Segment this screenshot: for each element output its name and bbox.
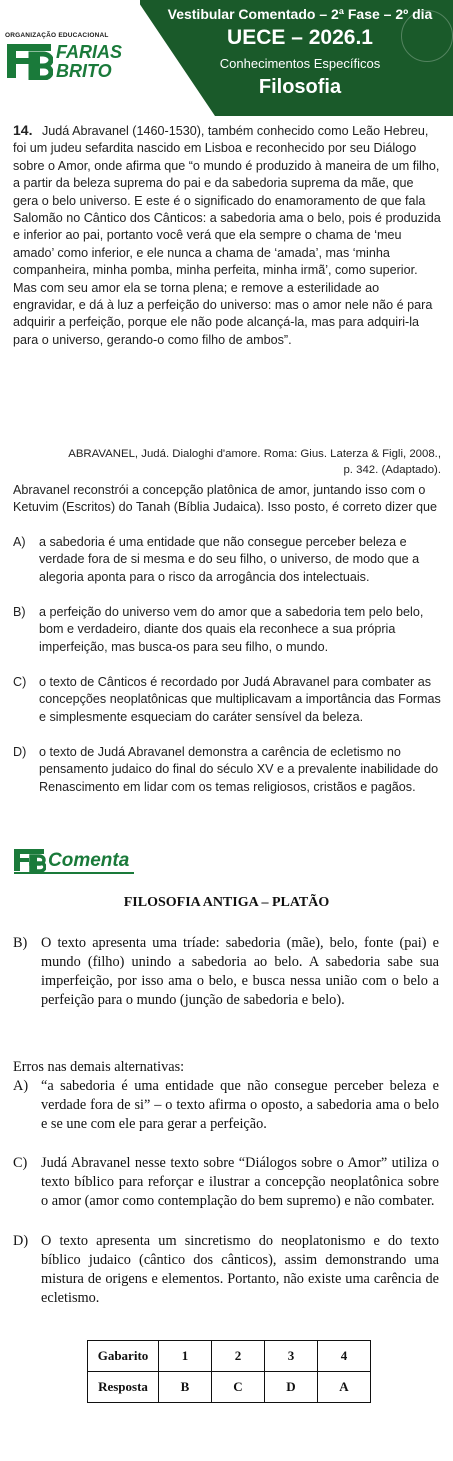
option-d (13, 744, 441, 832)
brand-logo-mark (5, 42, 53, 80)
option-a (13, 534, 441, 604)
comenta-underline (14, 872, 134, 874)
option-b (13, 604, 441, 674)
answer-explanation: O texto apresenta uma tríade: sabedoria (mãe), belo, fonte (pai) e mundo (filho) unindo a sabedoria ao belo. A sabedoria sabe sua imperfeição, por isso ama o belo, e busca nessa união com o belo a perfeição para o mundo (junção de sabedoria e belo). (41, 935, 439, 1008)
logo-org-text: ORGANIZAÇÃO EDUCACIONAL (5, 32, 109, 39)
option-letter: C) (13, 675, 27, 689)
option-text: a perfeição do universo vem do amor que a sabedoria tem pelo belo, bom e verdadeiro, diante dos quais ela reconhece a sua própria imperfeição, mas busca-os para seu filho, o mundo. (39, 605, 424, 654)
question-number: 14. (13, 122, 33, 138)
answer-letter: B) (13, 935, 28, 951)
option-letter: A) (13, 535, 26, 549)
error-text-d: O texto apresenta um sincretismo do neoplatonismo e do texto bíblico judaico (cântico dos cânticos), assim demonstrando uma mistura de origens e elementos. Portanto, não existe uma carência de ecletismo. (41, 1233, 439, 1306)
table-cell: 3 (265, 1341, 318, 1372)
table-cell: A (318, 1372, 371, 1403)
table-cell: B (159, 1372, 212, 1403)
header-exam-title: UECE – 2026.1 (227, 26, 373, 49)
question-body (13, 122, 441, 349)
option-letter: B) (13, 605, 26, 619)
table-row (88, 1372, 371, 1403)
error-letter-d: D) (13, 1233, 29, 1249)
option-letter: D) (13, 745, 27, 759)
table-cell: 1 (159, 1341, 212, 1372)
option-c (13, 674, 441, 744)
option-text: a sabedoria é uma entidade que não consegue perceber beleza e verdade fora de si mesma e do seu filho, o universo, de modo que a alegoria aponta para o risco da arrogância dos intelectuais. (39, 535, 420, 584)
section-title: FILOSOFIA ANTIGA – PLATÃO (123, 895, 330, 910)
table-cell: C (212, 1372, 265, 1403)
option-text: o texto de Judá Abravanel demonstra a carência de ecletismo no pensamento judaico do final do século XV e a prevalente inabilidade do Renascimento em lidar com os temas religiosos, cristãos e pagãos. (39, 745, 439, 794)
table-cell: 4 (318, 1341, 371, 1372)
header-exam-line: Vestibular Comentado – 2ª Fase – 2º dia (167, 6, 433, 22)
error-letter-a: A) (13, 1078, 29, 1094)
table-header-cell: Resposta (88, 1372, 159, 1403)
answer-key-table (87, 1340, 371, 1403)
error-text-a: “a sabedoria é uma entidade que não consegue perceber beleza e verdade fora de si” – o texto afirma o oposto, a sabedoria ama o belo e se une com ele para gerar a perfeição. (41, 1078, 439, 1132)
header-subject-area: Conhecimentos Específicos (219, 56, 381, 71)
comenta-label: Comenta (48, 850, 130, 871)
option-text: o texto de Cânticos é recordado por Judá Abravanel para combater as concepções neoplatônicas que multiplicavam a importância das Formas e simplesmente esqueciam do caráter sensível da beleza. (39, 675, 441, 724)
citation-line-1: ABRAVANEL, Judá. Dialoghi d'amore. Roma: Gius. Laterza & Figli, 2008., (68, 448, 441, 460)
error-text-c: Judá Abravanel nesse texto sobre “Diálogos sobre o Amor” utiliza o texto bíblico para reforçar e ilustrar a concepção neoplatônica sobre o amor (amor como contemplação do bem supremo) e não combater. (41, 1155, 439, 1209)
errors-heading: Erros nas demais alternativas: (13, 1059, 185, 1075)
header-subject: Filosofia (258, 76, 342, 98)
question-stem: Abravanel reconstrói a concepção platônica de amor, juntando isso com o Ketuvim (Escritos) do Tanah (Bíblia Judaica). Isso posto, é correto dizer que (13, 483, 437, 515)
brand-word-brito: BRITO (56, 61, 112, 81)
error-letter-c: C) (13, 1155, 28, 1171)
table-cell: D (265, 1372, 318, 1403)
citation-line-2: p. 342. (Adaptado). (343, 464, 441, 476)
question-text: Judá Abravanel (1460-1530), também conhecido como Leão Hebreu, foi um judeu sefardita nascido em Lisboa e reconhecido por seu Diálogo sobre o Amor, onde afirma que “o mundo é produzido à maneira de um filho, a partir da beleza suprema do pai e da sabedoria suprema da mãe, que gera o belo universo. E este é o significado do enamoramento de que fala Salomão no Cântico dos Cânticos: a sabedoria ama o belo, pois é produzida e inferior ao pai, portanto você verá que ela sempre o chama de ‘meu amado’ como inferior, e ele nunca a chama de ‘amada’, mas ‘minha companheira, minha pomba, minha perfeita, minha irmã’, como superior. Mas com seu amor ela se torna plena; e remove a esterilidade ao engravidar, e dá à luz a perfeição do universo: mas o amor nele não é para adquirir a perfeição, porque ele não pode alcançá-la, mas para adquiri-la para o universo, gerando-o como filho de ambos”. (13, 124, 441, 347)
brand-word-farias: FARIAS (56, 42, 123, 62)
table-header-cell: Gabarito (88, 1341, 159, 1372)
table-cell: 2 (212, 1341, 265, 1372)
table-row (88, 1341, 371, 1372)
